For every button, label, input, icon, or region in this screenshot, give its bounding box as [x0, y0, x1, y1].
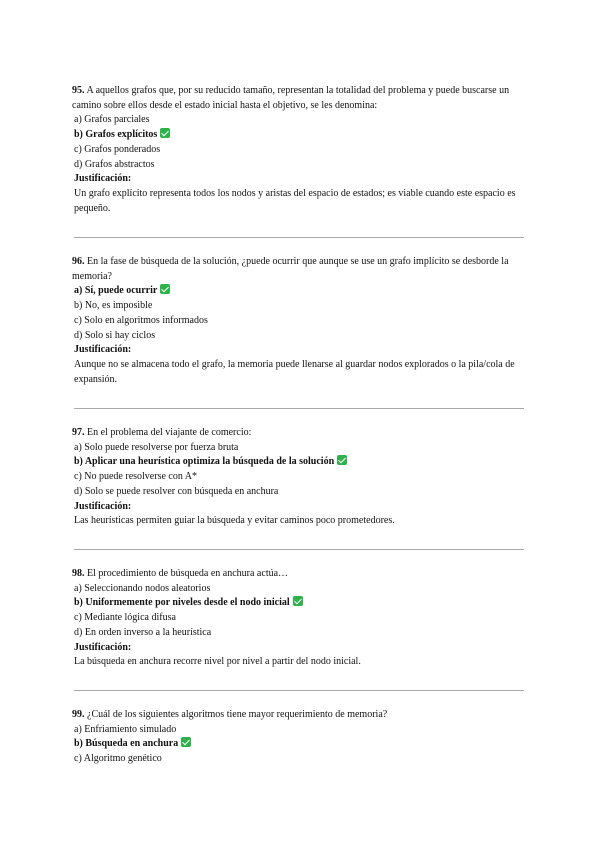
divider: [74, 690, 524, 691]
option-a: a) Grafos parciales: [74, 114, 150, 126]
question-text: [72, 708, 528, 723]
option-d: d) Solo se puede resolver con búsqueda en anchura: [74, 485, 279, 497]
option-label: a) Sí, puede ocurrir: [74, 285, 158, 297]
question-text: [72, 426, 528, 441]
check-icon: [181, 737, 191, 747]
justification-text: Aunque no se almacena todo el grafo, la memoria puede llenarse al guardar nodos explorados o la pila/cola de expansión.: [74, 358, 515, 385]
divider: [74, 408, 524, 409]
question-text: [72, 255, 528, 284]
option-b-correct: [72, 737, 528, 752]
check-icon: [160, 128, 170, 138]
option-a: a) Solo puede resolverse por fuerza bruta: [74, 441, 239, 453]
check-icon: [160, 284, 170, 294]
justification-text: La búsqueda en anchura recorre nivel por nivel a partir del nodo inicial.: [74, 656, 361, 668]
option-b-correct: [72, 455, 528, 470]
option-c: c) Mediante lógica difusa: [74, 612, 176, 624]
option-d: d) Solo si hay ciclos: [74, 329, 156, 341]
question-stem: En la fase de búsqueda de la solución, ¿puede ocurrir que aunque se use un grafo implícito se desborde la memoria?: [72, 256, 509, 282]
justification-text: Las heurísticas permiten guiar la búsqueda y evitar caminos poco prometedores.: [74, 515, 395, 527]
question-98: [72, 567, 528, 670]
option-c: c) Algoritmo genético: [74, 753, 162, 765]
question-97: [72, 426, 528, 529]
check-icon: [293, 596, 303, 606]
question-number: 96.: [72, 256, 85, 267]
justification-label: Justificación:: [74, 173, 132, 185]
option-c: c) No puede resolverse con A*: [74, 471, 198, 483]
question-95: [72, 84, 528, 216]
option-a-correct: [72, 284, 528, 299]
option-a: a) Enfriamiento simulado: [74, 723, 177, 735]
option-b: b) No, es imposible: [74, 300, 153, 312]
question-stem: El procedimiento de búsqueda en anchura actúa…: [87, 568, 289, 579]
question-text: [72, 84, 528, 113]
option-c: c) Grafos ponderados: [74, 143, 161, 155]
question-99: [72, 708, 528, 767]
option-b-correct: [72, 128, 528, 143]
option-b-correct: [72, 596, 528, 611]
question-stem: A aquellos grafos que, por su reducido tamaño, representan la totalidad del problema y puede buscarse un camino sobre ellos desde el estado inicial hasta el objetivo, se les denomina:: [72, 85, 510, 111]
option-c: c) Solo en algoritmos informados: [74, 314, 208, 326]
divider: [74, 237, 524, 238]
divider: [74, 549, 524, 550]
justification-label: Justificación:: [74, 641, 132, 653]
option-label: b) Aplicar una heurística optimiza la búsqueda de la solución: [74, 456, 335, 468]
question-stem: ¿Cuál de los siguientes algoritmos tiene mayor requerimiento de memoria?: [87, 709, 388, 720]
option-label: b) Búsqueda en anchura: [74, 738, 179, 750]
question-number: 95.: [72, 85, 85, 96]
question-stem: En el problema del viajante de comercio:: [87, 427, 252, 438]
question-number: 98.: [72, 568, 85, 579]
justification-text: Un grafo explícito representa todos los nodos y aristas del espacio de estados; es viable cuando este espacio es pequeño.: [74, 187, 516, 214]
question-number: 97.: [72, 427, 85, 438]
question-96: [72, 255, 528, 387]
question-text: [72, 567, 528, 582]
check-icon: [337, 455, 347, 465]
option-a: a) Seleccionando nodos aleatorios: [74, 582, 211, 594]
justification-label: Justificación:: [74, 500, 132, 512]
justification-label: Justificación:: [74, 344, 132, 356]
option-d: d) Grafos abstractos: [74, 158, 155, 170]
option-label: b) Uniformemente por niveles desde el nodo inicial: [74, 597, 290, 609]
question-number: 99.: [72, 709, 85, 720]
option-label: b) Grafos explícitos: [74, 129, 158, 141]
option-d: d) En orden inverso a la heurística: [74, 626, 212, 638]
